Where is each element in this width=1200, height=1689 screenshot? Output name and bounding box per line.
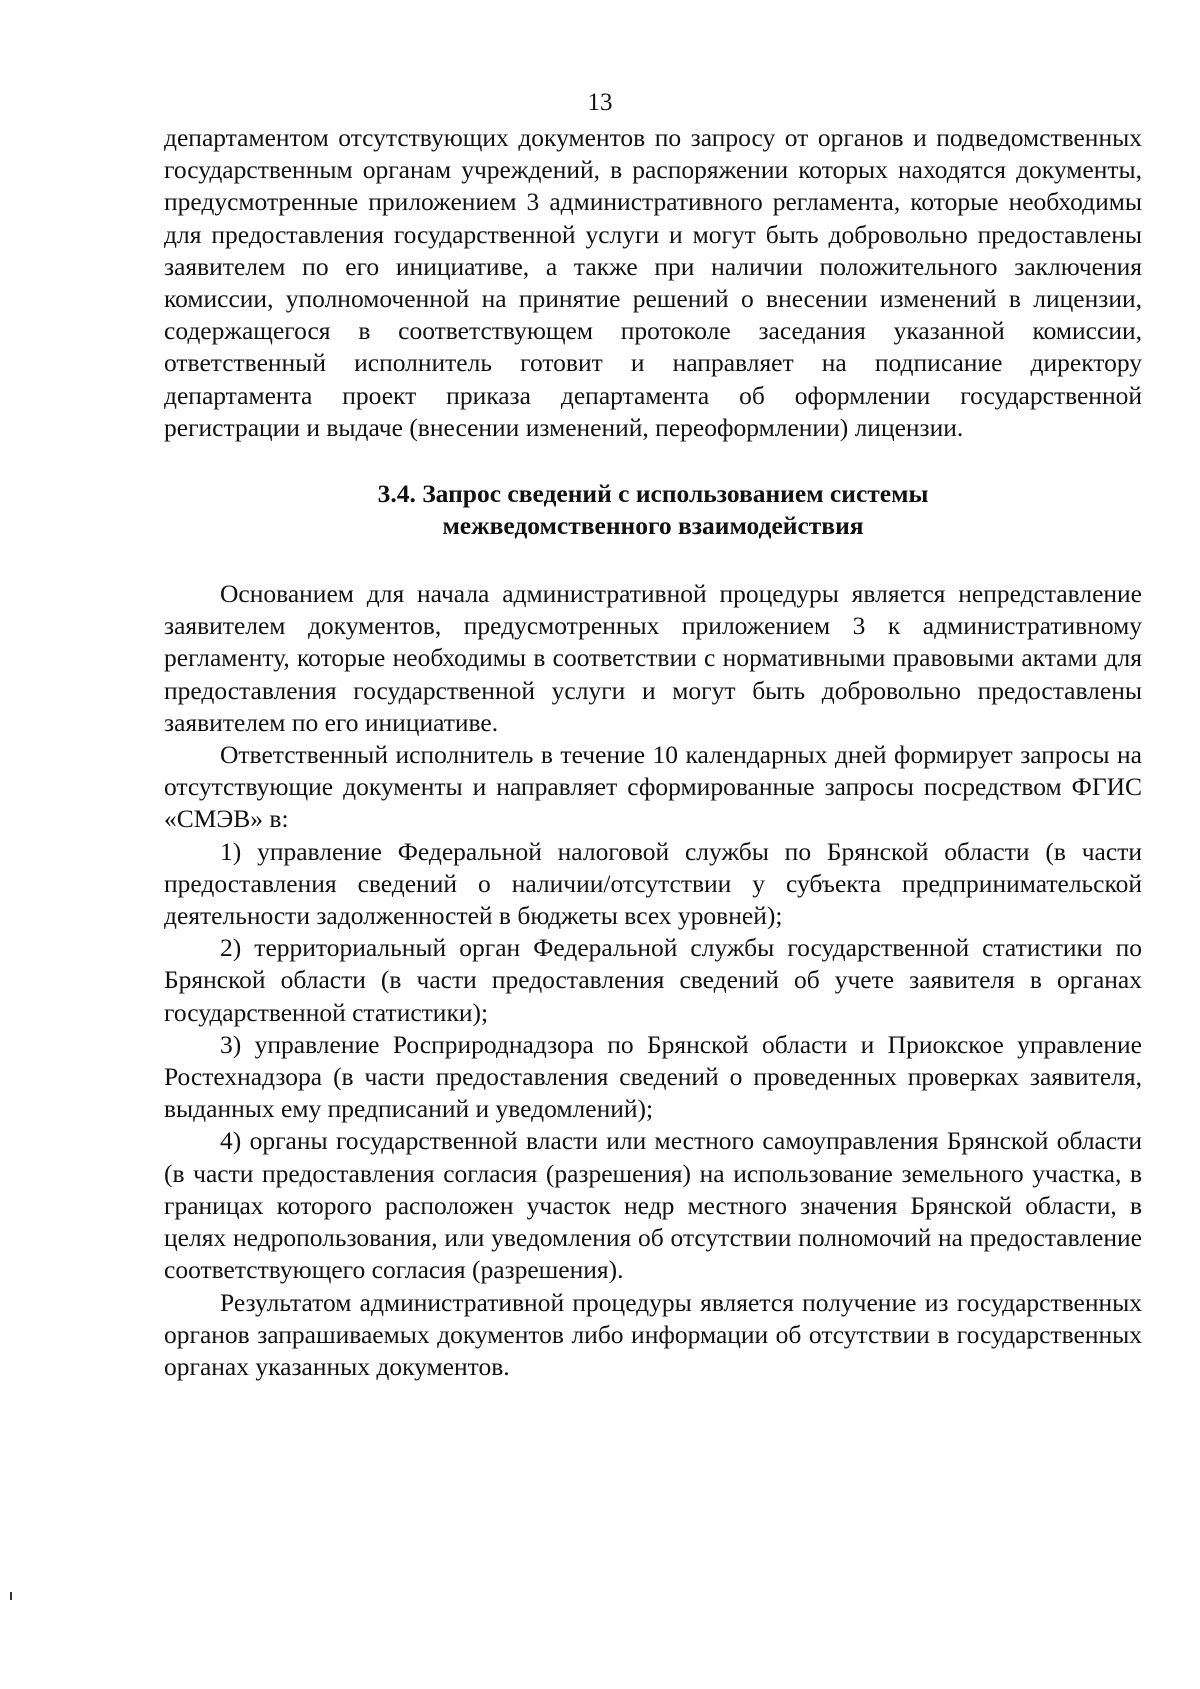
paragraph-basis: Основанием для начала административной процедуры является непредставление заявителем документов, предусмотренных приложением 3 к административному регламенту, которые необходимы в соответствии с нормативными правовыми актами для предоставления государственной услуги и могут быть добровольно предоставлены заявителем по его инициативе. xyxy=(164,579,1142,737)
document-body xyxy=(164,122,1142,1383)
paragraph-result: Результатом административной процедуры является получение из государственных органов запрашиваемых документов либо информации об отсутствии в государственных органах указанных документов. xyxy=(164,1287,1142,1381)
list-item-2: 2) территориальный орган Федеральной службы государственной статистики по Брянской области (в части предоставления сведений об учете заявителя в органах государственной статистики); xyxy=(164,933,1142,1027)
paragraph-continued: департаментом отсутствующих документов по запросу от органов и подведомственных государственным органам учреждений, в распоряжении которых находятся документы, предусмотренные приложением 3 административного регламента, которые необходимы для предоставления государственной услуги и могут быть добровольно предоставлены заявителем по его инициативе, а также при наличии положительного заключения комиссии, уполномоченной на принятие решений о внесении изменений в лицензии, содержащегося в соответствующем протоколе заседания указанной комиссии, ответственный исполнитель готовит и направляет на подписание директору департамента проект приказа департамента об оформлении государственной регистрации и выдаче (внесении изменений, переоформлении) лицензии. xyxy=(164,123,1142,442)
section-heading-line-1: 3.4. Запрос сведений с использованием системы xyxy=(377,479,929,509)
paragraph-requests: Ответственный исполнитель в течение 10 календарных дней формирует запросы на отсутствующие документы и направляет сформированные запросы посредством ФГИС «СМЭВ» в: xyxy=(164,740,1142,834)
list-item-4: 4) органы государственной власти или местного самоуправления Брянской области (в части предоставления согласия (разрешения) на использование земельного участка, в границах которого расположен участок недр местного значения Брянской области, в целях недропользования, или уведомления об отсутствии полномочий на предоставление соответствующего согласия (разрешения). xyxy=(164,1126,1142,1285)
list-item-1: 1) управление Федеральной налоговой службы по Брянской области (в части предоставления сведений о наличии/отсутствии у субъекта предпринимательской деятельности задолженностей в бюджеты всех уровней); xyxy=(164,836,1142,931)
section-heading-line-2: межведомственного взаимодействия xyxy=(442,511,864,541)
list-item-3: 3) управление Росприроднадзора по Брянской области и Приокское управление Ростехнадзора (в части предоставления сведений о проведенных проверках заявителя, выданных ему предписаний и уведомлений); xyxy=(164,1029,1142,1124)
page-number: 13 xyxy=(587,89,613,116)
section-heading xyxy=(164,478,1142,542)
scan-margin-mark xyxy=(10,1592,12,1600)
